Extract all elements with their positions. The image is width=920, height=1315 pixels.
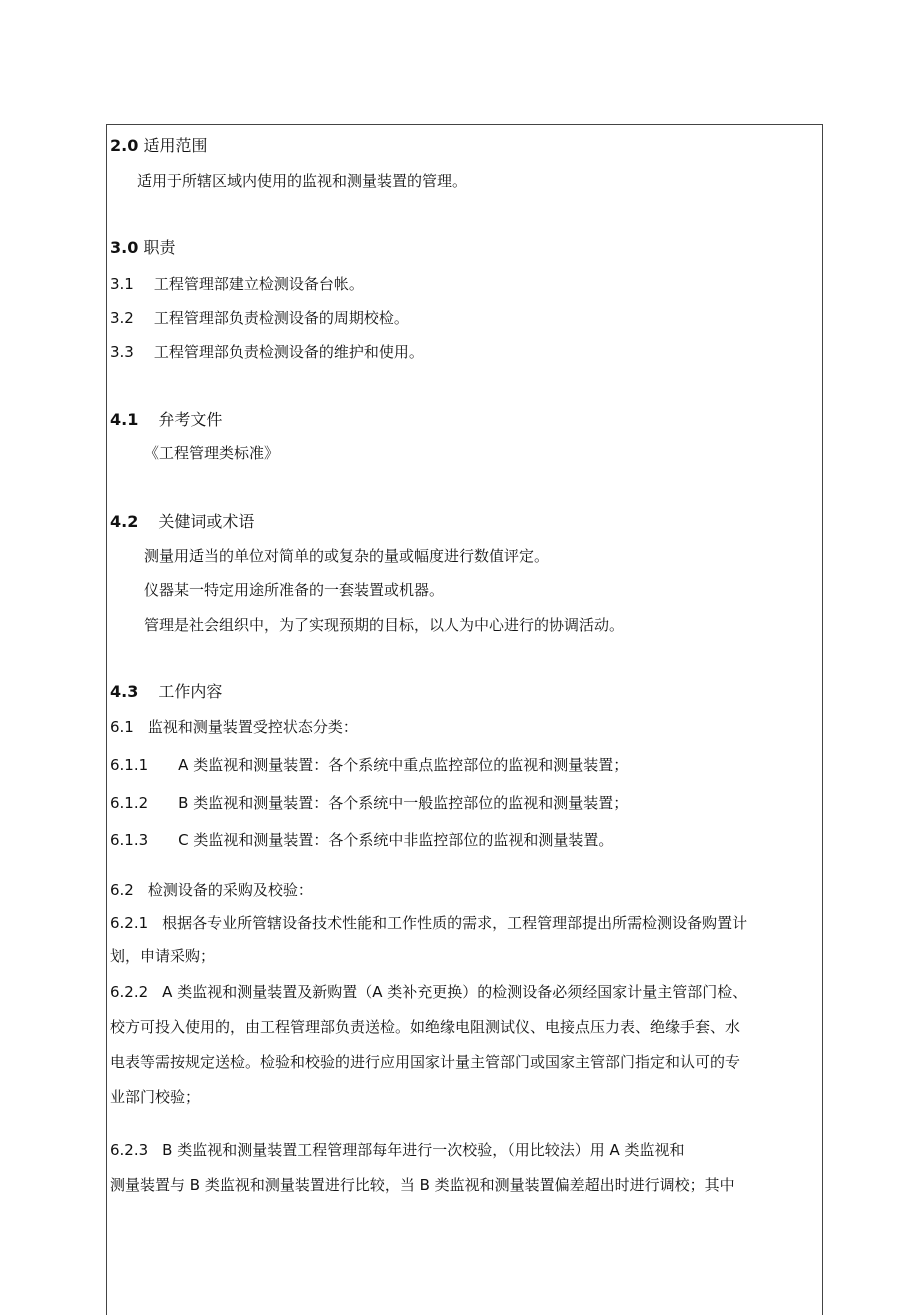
definition-line: 仪器某一特定用途所准备的一套装置或机器。 xyxy=(144,581,445,599)
section-number: 2.0 xyxy=(110,136,139,155)
list-item xyxy=(110,308,409,328)
item-number: 6.2.3 xyxy=(110,1141,149,1159)
definition-line: 管理是社会组织中，为了实现预期的目标，以人为中心进行的协调活动。 xyxy=(144,616,625,634)
item-text: C 类监视和测量装置：各个系统中非监控部位的监视和测量装置。 xyxy=(178,831,614,849)
section-title: 关健词或术语 xyxy=(158,512,255,531)
list-item xyxy=(110,793,628,813)
item-number: 6.2.1 xyxy=(110,914,149,932)
section-4-3-heading xyxy=(110,682,222,702)
item-number: 6.2.2 xyxy=(110,983,149,1001)
paragraph-line: A 类监视和测量装置及新购置（A 类补充更换）的检测设备必须经国家计量主管部门检、 xyxy=(162,983,748,1001)
section-number: 4.1 xyxy=(110,410,139,429)
paragraph-6-2-2 xyxy=(110,982,747,1002)
section-2-text: 适用于所辖区域内使用的监视和测量装置的管理。 xyxy=(137,172,468,190)
section-number: 4.3 xyxy=(110,682,139,701)
section-4-1-text: 《工程管理类标准》 xyxy=(144,444,280,462)
section-2-heading xyxy=(110,136,207,156)
section-title: 职责 xyxy=(143,238,176,257)
section-number: 4.2 xyxy=(110,512,139,531)
list-item xyxy=(110,342,424,362)
item-number: 3.3 xyxy=(110,343,134,361)
section-4-2-heading xyxy=(110,512,254,532)
item-text: 工程管理部负责检测设备的维护和使用。 xyxy=(153,343,424,361)
item-number: 6.2 xyxy=(110,881,134,899)
item-text: 监视和测量装置受控状态分类： xyxy=(147,718,358,736)
paragraph-line: B 类监视和测量装置工程管理部每年进行一次校验，（用比较法）用 A 类监视和 xyxy=(162,1141,685,1159)
paragraph-line: 电表等需按规定送检。检验和校验的进行应用国家计量主管部门或国家主管部门指定和认可的专 xyxy=(110,1053,741,1071)
paragraph-line: 业部门校验； xyxy=(110,1088,201,1106)
list-item xyxy=(110,274,364,294)
section-title: 弁考文件 xyxy=(158,410,223,429)
paragraph-6-2-3 xyxy=(110,1140,685,1160)
list-item xyxy=(110,755,628,775)
paragraph-line: 校方可投入使用的，由工程管理部负责送检。如绝缘电阻测试仪、电接点压力表、绝缘手套、水 xyxy=(110,1018,741,1036)
section-3-heading xyxy=(110,238,175,258)
section-title: 工作内容 xyxy=(158,682,223,701)
item-number: 6.1.2 xyxy=(110,794,149,812)
section-6-1 xyxy=(110,717,358,737)
paragraph-line: 划，申请采购； xyxy=(110,947,216,965)
item-number: 3.1 xyxy=(110,275,134,293)
section-4-1-heading xyxy=(110,410,222,430)
section-title: 适用范围 xyxy=(143,136,208,155)
item-text: 检测设备的采购及校验： xyxy=(147,881,313,899)
item-number: 3.2 xyxy=(110,309,134,327)
list-item xyxy=(110,830,613,850)
paragraph-line: 测量装置与 B 类监视和测量装置进行比较，当 B 类监视和测量装置偏差超出时进行调校；其中 xyxy=(110,1176,735,1194)
item-number: 6.1 xyxy=(110,718,134,736)
item-text: 工程管理部建立检测设备台帐。 xyxy=(153,275,364,293)
item-text: 工程管理部负责检测设备的周期校检。 xyxy=(153,309,409,327)
definition-line: 测量用适当的单位对简单的或复杂的量或幅度进行数值评定。 xyxy=(144,547,550,565)
item-text: A 类监视和测量装置：各个系统中重点监控部位的监视和测量装置； xyxy=(178,756,629,774)
item-text: B 类监视和测量装置：各个系统中一般监控部位的监视和测量装置； xyxy=(178,794,629,812)
paragraph-6-2-1 xyxy=(110,913,747,933)
item-number: 6.1.1 xyxy=(110,756,149,774)
paragraph-line: 根据各专业所管辖设备技术性能和工作性质的需求，工程管理部提出所需检测设备购置计 xyxy=(162,914,748,932)
section-6-2 xyxy=(110,880,313,900)
section-number: 3.0 xyxy=(110,238,139,257)
item-number: 6.1.3 xyxy=(110,831,149,849)
